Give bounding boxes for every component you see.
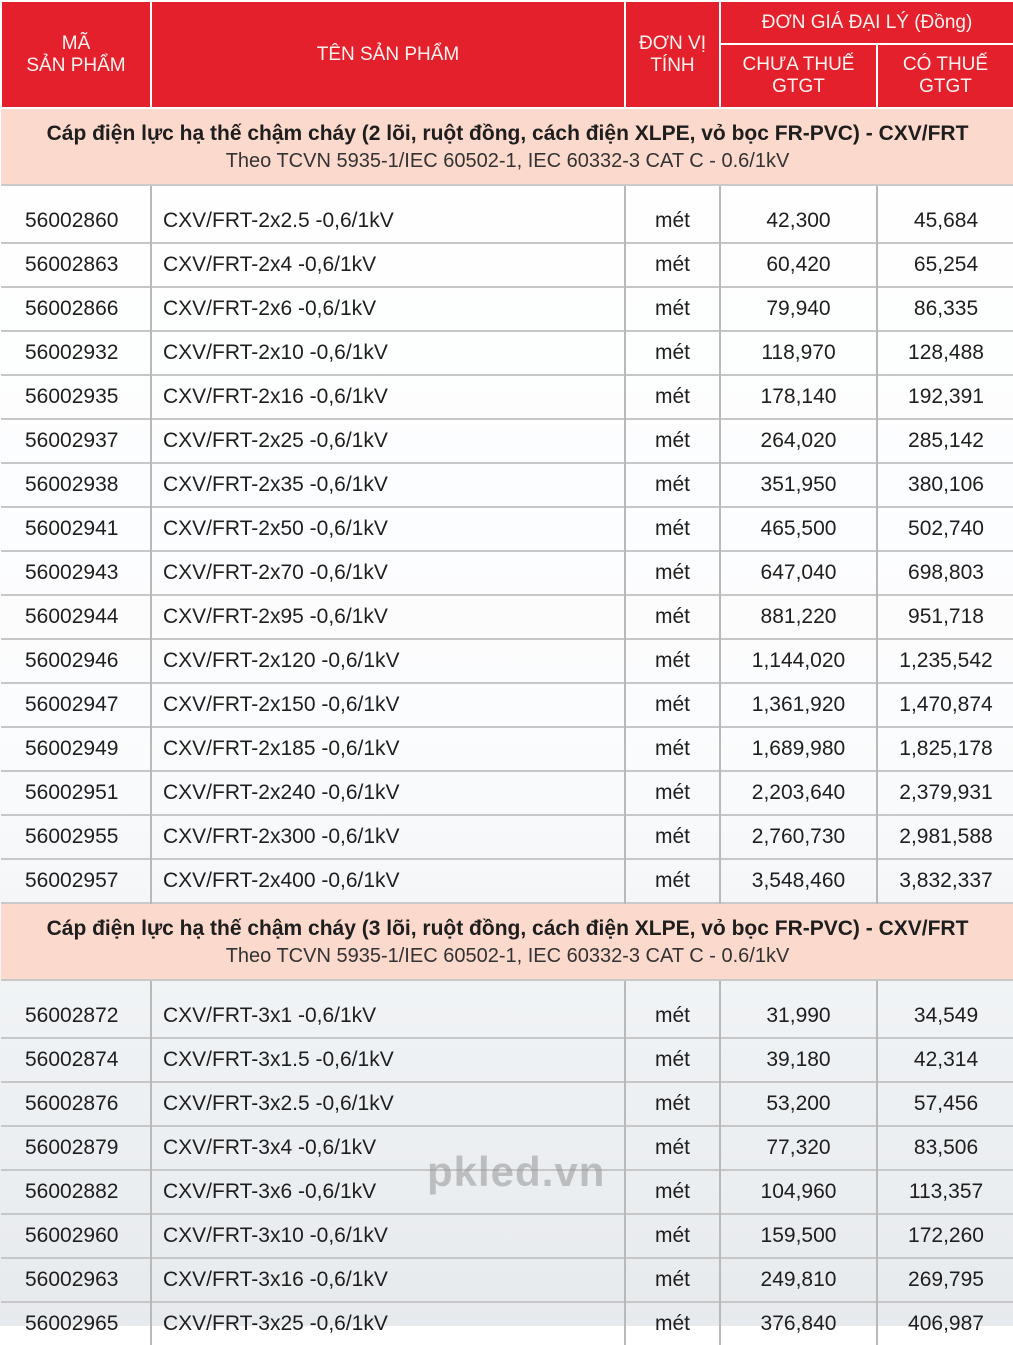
price-pre-tax-cell: 465,500 bbox=[720, 507, 877, 551]
product-code-cell: 56002951 bbox=[1, 771, 151, 815]
price-pre-tax-cell: 79,940 bbox=[720, 287, 877, 331]
unit-cell: mét bbox=[625, 1258, 720, 1302]
product-name-cell: CXV/FRT-3x16 -0,6/1kV bbox=[151, 1258, 625, 1302]
product-code-cell: 56002938 bbox=[1, 463, 151, 507]
price-with-tax-cell: 86,335 bbox=[877, 287, 1013, 331]
price-with-tax-cell: 65,254 bbox=[877, 243, 1013, 287]
product-code-cell: 56002947 bbox=[1, 683, 151, 727]
price-pre-tax-cell: 77,320 bbox=[720, 1126, 877, 1170]
price-with-tax-cell: 57,456 bbox=[877, 1082, 1013, 1126]
unit-cell: mét bbox=[625, 243, 720, 287]
product-code-cell: 56002949 bbox=[1, 727, 151, 771]
table-header bbox=[1, 1, 1013, 108]
group-standard: Theo TCVN 5935-1/IEC 60502-1, IEC 60332-3 CAT C - 0.6/1kV bbox=[225, 944, 790, 967]
product-name-cell: CXV/FRT-2x150 -0,6/1kV bbox=[151, 683, 625, 727]
unit-cell: mét bbox=[625, 200, 720, 243]
price-pre-tax-cell: 647,040 bbox=[720, 551, 877, 595]
price-pre-tax-cell: 249,810 bbox=[720, 1258, 877, 1302]
product-code-cell: 56002860 bbox=[25, 209, 119, 232]
product-name-cell: CXV/FRT-3x1 -0,6/1kV bbox=[151, 995, 625, 1038]
unit-cell: mét bbox=[625, 727, 720, 771]
price-with-tax-cell: 406,987 bbox=[877, 1302, 1013, 1345]
price-pre-tax-cell: 1,361,920 bbox=[720, 683, 877, 727]
unit-cell: mét bbox=[625, 331, 720, 375]
price-with-tax-cell: 1,235,542 bbox=[877, 639, 1013, 683]
header-product-code: MÃ SẢN PHẨM bbox=[1, 1, 151, 108]
product-name-cell: CXV/FRT-2x2.5 -0,6/1kV bbox=[151, 200, 625, 243]
product-name-cell: CXV/FRT-3x6 -0,6/1kV bbox=[151, 1170, 625, 1214]
group-standard: Theo TCVN 5935-1/IEC 60502-1, IEC 60332-3 CAT C - 0.6/1kV bbox=[225, 149, 790, 172]
table-row bbox=[1, 1214, 1013, 1258]
price-with-tax-cell: 1,470,874 bbox=[877, 683, 1013, 727]
unit-cell: mét bbox=[625, 1126, 720, 1170]
product-name-cell: CXV/FRT-3x2.5 -0,6/1kV bbox=[151, 1082, 625, 1126]
price-with-tax-cell: 42,314 bbox=[877, 1038, 1013, 1082]
header-price-with-tax: CÓ THUẾ GTGT bbox=[877, 44, 1013, 108]
table-row bbox=[1, 1126, 1013, 1170]
product-code-cell: 56002944 bbox=[1, 595, 151, 639]
product-code-cell: 56002941 bbox=[1, 507, 151, 551]
group-title: Cáp điện lực hạ thế chậm cháy (2 lõi, ruột đồng, cách điện XLPE, vỏ bọc FR-PVC) - CXV/FRT bbox=[46, 121, 969, 145]
header-unit: ĐƠN VỊ TÍNH bbox=[625, 1, 720, 108]
unit-cell: mét bbox=[625, 639, 720, 683]
product-name-cell: CXV/FRT-2x95 -0,6/1kV bbox=[151, 595, 625, 639]
price-with-tax-cell: 192,391 bbox=[877, 375, 1013, 419]
unit-cell: mét bbox=[625, 683, 720, 727]
group-header-cell bbox=[1, 903, 1013, 980]
price-with-tax-cell: 128,488 bbox=[877, 331, 1013, 375]
header-price-pre-tax: CHƯA THUẾ GTGT bbox=[720, 44, 877, 108]
unit-cell: mét bbox=[625, 419, 720, 463]
product-name-cell: CXV/FRT-2x50 -0,6/1kV bbox=[151, 507, 625, 551]
price-with-tax-cell: 698,803 bbox=[877, 551, 1013, 595]
price-pre-tax-cell: 60,420 bbox=[720, 243, 877, 287]
unit-cell: mét bbox=[625, 1038, 720, 1082]
product-code-cell: 56002879 bbox=[1, 1126, 151, 1170]
table-row bbox=[1, 1038, 1013, 1082]
product-name-cell: CXV/FRT-2x10 -0,6/1kV bbox=[151, 331, 625, 375]
price-with-tax-cell: 502,740 bbox=[877, 507, 1013, 551]
product-name-cell: CXV/FRT-2x25 -0,6/1kV bbox=[151, 419, 625, 463]
unit-cell: mét bbox=[625, 375, 720, 419]
group-header bbox=[1, 903, 1013, 980]
price-with-tax-cell: 172,260 bbox=[877, 1214, 1013, 1258]
product-name-cell: CXV/FRT-2x6 -0,6/1kV bbox=[151, 287, 625, 331]
group-spacer bbox=[1, 185, 1013, 200]
table-row bbox=[1, 995, 1013, 1038]
product-name-cell: CXV/FRT-3x25 -0,6/1kV bbox=[151, 1302, 625, 1345]
price-with-tax-cell: 113,357 bbox=[877, 1170, 1013, 1214]
table-row bbox=[1, 1258, 1013, 1302]
product-name-cell: CXV/FRT-2x185 -0,6/1kV bbox=[151, 727, 625, 771]
unit-cell: mét bbox=[625, 1214, 720, 1258]
watermark-text: pkled.vn bbox=[427, 1148, 606, 1195]
product-code-cell: 56002863 bbox=[1, 243, 151, 287]
table-row bbox=[1, 463, 1013, 507]
product-name-cell: CXV/FRT-2x300 -0,6/1kV bbox=[151, 815, 625, 859]
price-with-tax-cell: 380,106 bbox=[877, 463, 1013, 507]
price-pre-tax-cell: 42,300 bbox=[720, 200, 877, 243]
table-row bbox=[1, 859, 1013, 903]
product-name-cell: CXV/FRT-3x10 -0,6/1kV bbox=[151, 1214, 625, 1258]
header-product-name: TÊN SẢN PHẨM bbox=[151, 1, 625, 108]
unit-cell: mét bbox=[625, 859, 720, 903]
product-name-cell: CXV/FRT-2x35 -0,6/1kV bbox=[151, 463, 625, 507]
group-header bbox=[1, 108, 1013, 185]
table-row bbox=[1, 1302, 1013, 1345]
price-pre-tax-cell: 53,200 bbox=[720, 1082, 877, 1126]
product-code-cell: 56002955 bbox=[1, 815, 151, 859]
price-pre-tax-cell: 159,500 bbox=[720, 1214, 877, 1258]
price-pre-tax-cell: 3,548,460 bbox=[720, 859, 877, 903]
price-with-tax-cell: 34,549 bbox=[877, 995, 1013, 1038]
unit-cell: mét bbox=[625, 551, 720, 595]
price-with-tax-cell: 45,684 bbox=[877, 200, 1013, 243]
product-code-cell: 56002937 bbox=[1, 419, 151, 463]
table-row bbox=[1, 815, 1013, 859]
price-pre-tax-cell: 2,760,730 bbox=[720, 815, 877, 859]
product-name-cell: CXV/FRT-2x240 -0,6/1kV bbox=[151, 771, 625, 815]
table-row bbox=[1, 1082, 1013, 1126]
table-row bbox=[1, 200, 1013, 243]
price-pre-tax-cell: 104,960 bbox=[720, 1170, 877, 1214]
product-code-cell: 56002874 bbox=[1, 1038, 151, 1082]
table-row bbox=[1, 375, 1013, 419]
group-header-cell bbox=[1, 108, 1013, 185]
table-row bbox=[1, 771, 1013, 815]
price-with-tax-cell: 3,832,337 bbox=[877, 859, 1013, 903]
price-with-tax-cell: 2,981,588 bbox=[877, 815, 1013, 859]
product-code-cell: 56002932 bbox=[1, 331, 151, 375]
product-name-cell: CXV/FRT-2x400 -0,6/1kV bbox=[151, 859, 625, 903]
table-row bbox=[1, 551, 1013, 595]
product-code-cell: 56002960 bbox=[1, 1214, 151, 1258]
price-pre-tax-cell: 118,970 bbox=[720, 331, 877, 375]
price-pre-tax-cell: 881,220 bbox=[720, 595, 877, 639]
product-code-cell: 56002866 bbox=[1, 287, 151, 331]
price-pre-tax-cell: 178,140 bbox=[720, 375, 877, 419]
group-spacer bbox=[1, 980, 1013, 995]
unit-cell: mét bbox=[625, 595, 720, 639]
price-pre-tax-cell: 376,840 bbox=[720, 1302, 877, 1345]
unit-cell: mét bbox=[625, 1170, 720, 1214]
product-name-cell: CXV/FRT-3x4 -0,6/1kV bbox=[151, 1126, 625, 1170]
product-code-cell: 56002872 bbox=[25, 1004, 119, 1027]
price-with-tax-cell: 285,142 bbox=[877, 419, 1013, 463]
price-pre-tax-cell: 1,144,020 bbox=[720, 639, 877, 683]
price-pre-tax-cell: 264,020 bbox=[720, 419, 877, 463]
table-row bbox=[1, 639, 1013, 683]
table-row bbox=[1, 1170, 1013, 1214]
unit-cell: mét bbox=[625, 1082, 720, 1126]
product-code-cell: 56002943 bbox=[1, 551, 151, 595]
price-with-tax-cell: 269,795 bbox=[877, 1258, 1013, 1302]
price-with-tax-cell: 83,506 bbox=[877, 1126, 1013, 1170]
group-title: Cáp điện lực hạ thế chậm cháy (3 lõi, ruột đồng, cách điện XLPE, vỏ bọc FR-PVC) - CXV/FRT bbox=[46, 916, 969, 940]
unit-cell: mét bbox=[625, 771, 720, 815]
table-body bbox=[1, 108, 1013, 1345]
product-name-cell: CXV/FRT-2x4 -0,6/1kV bbox=[151, 243, 625, 287]
product-name-cell: CXV/FRT-3x1.5 -0,6/1kV bbox=[151, 1038, 625, 1082]
price-with-tax-cell: 2,379,931 bbox=[877, 771, 1013, 815]
unit-cell: mét bbox=[625, 287, 720, 331]
product-code-cell: 56002876 bbox=[1, 1082, 151, 1126]
price-with-tax-cell: 1,825,178 bbox=[877, 727, 1013, 771]
product-code-cell: 56002957 bbox=[1, 859, 151, 903]
unit-cell: mét bbox=[625, 995, 720, 1038]
unit-cell: mét bbox=[625, 1302, 720, 1345]
product-name-cell: CXV/FRT-2x120 -0,6/1kV bbox=[151, 639, 625, 683]
product-code-cell: 56002935 bbox=[1, 375, 151, 419]
table-row bbox=[1, 287, 1013, 331]
table-row bbox=[1, 243, 1013, 287]
table-row bbox=[1, 419, 1013, 463]
header-dealer-price: ĐƠN GIÁ ĐẠI LÝ (Đồng) bbox=[720, 1, 1013, 44]
product-name-cell: CXV/FRT-2x16 -0,6/1kV bbox=[151, 375, 625, 419]
product-code-cell: 56002946 bbox=[1, 639, 151, 683]
unit-cell: mét bbox=[625, 815, 720, 859]
price-pre-tax-cell: 351,950 bbox=[720, 463, 877, 507]
table-row bbox=[1, 331, 1013, 375]
unit-cell: mét bbox=[625, 463, 720, 507]
price-pre-tax-cell: 31,990 bbox=[720, 995, 877, 1038]
table-row bbox=[1, 507, 1013, 551]
table-row bbox=[1, 683, 1013, 727]
table-row bbox=[1, 727, 1013, 771]
unit-cell: mét bbox=[625, 507, 720, 551]
product-name-cell: CXV/FRT-2x70 -0,6/1kV bbox=[151, 551, 625, 595]
product-code-cell: 56002965 bbox=[1, 1302, 151, 1345]
product-code-cell: 56002963 bbox=[1, 1258, 151, 1302]
price-with-tax-cell: 951,718 bbox=[877, 595, 1013, 639]
price-pre-tax-cell: 39,180 bbox=[720, 1038, 877, 1082]
price-pre-tax-cell: 2,203,640 bbox=[720, 771, 877, 815]
table-row bbox=[1, 595, 1013, 639]
price-pre-tax-cell: 1,689,980 bbox=[720, 727, 877, 771]
product-code-cell: 56002882 bbox=[1, 1170, 151, 1214]
